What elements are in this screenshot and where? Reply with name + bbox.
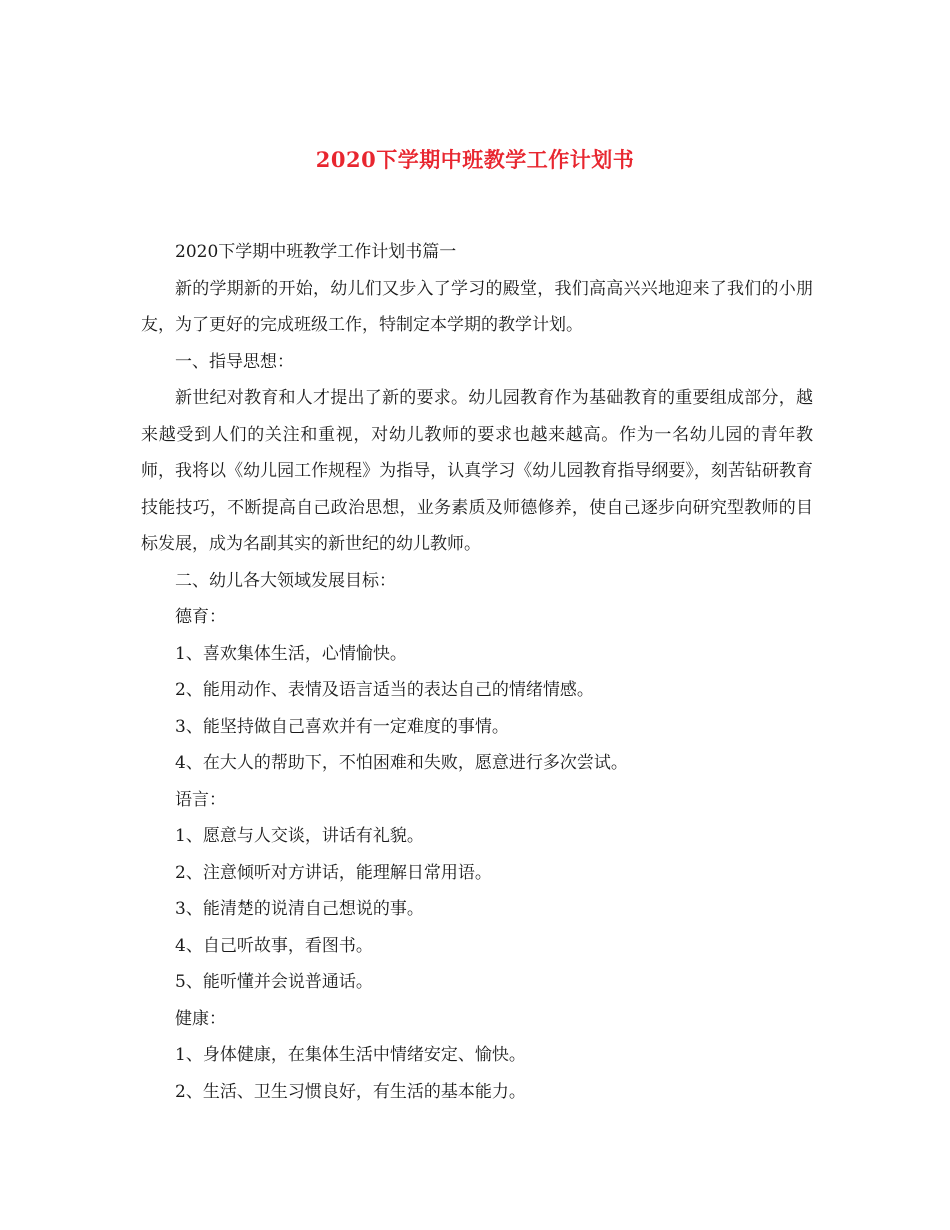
guiding-ideology-paragraph: 新世纪对教育和人才提出了新的要求。幼儿园教育作为基础教育的重要组成部分，越来越受到人们的关注和重视，对幼儿教师的要求也越来越高。作为一名幼儿园的青年教师，我将以《幼儿园工作规程》为指导，认真学习《幼儿园教育指导纲要》，刻苦钻研教育技能技巧，不断提高自己政治思想，业务素质及师德修养，使自己逐步向研究型教师的目标发展，成为名副其实的新世纪的幼儿教师。: [141, 388, 813, 554]
subheading: 2020下学期中班教学工作计划书篇一: [175, 242, 457, 262]
list-item: 1、喜欢集体生活，心情愉快。: [175, 643, 407, 664]
intro-paragraph: 新的学期新的开始，幼儿们又步入了学习的殿堂，我们高高兴兴地迎来了我们的小朋友，为了更好的完成班级工作，特制定本学期的教学计划。: [141, 278, 813, 335]
list-item: 4、自己听故事，看图书。: [175, 935, 373, 956]
health-heading: 健康：: [175, 1008, 226, 1029]
section-heading-guiding-ideology: 一、指导思想：: [175, 351, 294, 372]
list-item: 3、能坚持做自己喜欢并有一定难度的事情。: [175, 716, 509, 737]
list-item: 2、注意倾听对方讲话，能理解日常用语。: [175, 862, 492, 883]
list-item: 1、身体健康，在集体生活中情绪安定、愉快。: [175, 1045, 526, 1065]
language-heading: 语言：: [175, 789, 226, 810]
list-item: 1、愿意与人交谈，讲话有礼貌。: [175, 826, 424, 846]
list-item: 5、能听懂并会说普通话。: [175, 972, 373, 992]
list-item: 3、能清楚的说清自己想说的事。: [175, 899, 424, 919]
list-item: 4、在大人的帮助下，不怕困难和失败，愿意进行多次尝试。: [175, 753, 628, 773]
section-heading-development-goals: 二、幼儿各大领域发展目标：: [175, 570, 396, 591]
moral-education-heading: 德育：: [175, 607, 226, 627]
document-title: 2020下学期中班教学工作计划书: [315, 147, 635, 172]
list-item: 2、生活、卫生习惯良好，有生活的基本能力。: [175, 1081, 526, 1102]
list-item: 2、能用动作、表情及语言适当的表达自己的情绪情感。: [175, 680, 594, 700]
document-body: [141, 234, 813, 1110]
